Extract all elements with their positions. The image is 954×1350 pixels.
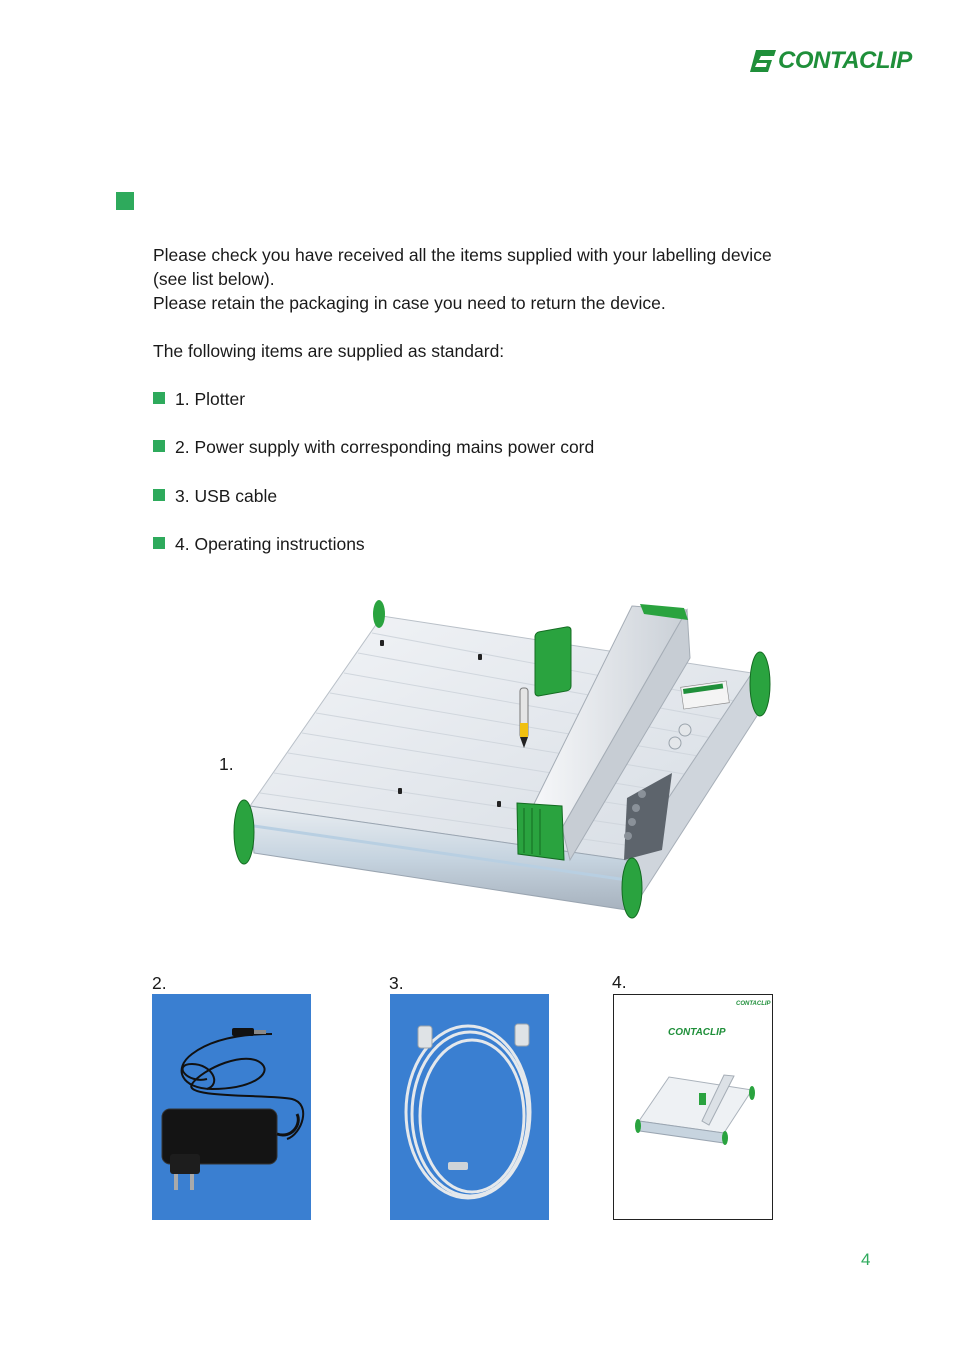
manual-label: 4. xyxy=(612,972,627,992)
list-item-label: 2. Power supply with corresponding mains power cord xyxy=(175,437,595,457)
logo-mark-icon xyxy=(746,46,778,76)
intro-line-2: (see list below). xyxy=(153,269,275,289)
plotter-figure-label: 1. xyxy=(219,754,234,774)
brand-logo xyxy=(746,46,912,76)
plotter-image xyxy=(232,598,777,923)
usb-cable-image xyxy=(390,994,549,1220)
power-supply-graphic xyxy=(152,994,311,1220)
list-item xyxy=(153,532,365,556)
manual-logo: CONTACLIP xyxy=(668,1027,726,1038)
section-bullet xyxy=(116,192,134,210)
list-item-label: 3. USB cable xyxy=(175,486,278,506)
usb-cable-label: 3. xyxy=(389,973,404,993)
list-item xyxy=(153,435,594,459)
manual-image xyxy=(613,994,773,1220)
bullet-square xyxy=(153,440,165,452)
power-supply-label: 2. xyxy=(152,973,167,993)
intro-line-1: Please check you have received all the items supplied with your labelling device xyxy=(153,245,772,265)
list-item xyxy=(153,387,245,411)
manual-plotter-graphic xyxy=(634,1073,759,1148)
power-supply-image xyxy=(152,994,311,1220)
logo-text: CONTACLIP xyxy=(778,47,912,74)
bullet-square xyxy=(153,537,165,549)
bullet-square xyxy=(153,392,165,404)
bullet-square xyxy=(153,489,165,501)
manual-small-logo: CONTACLIP xyxy=(736,1001,771,1007)
list-item xyxy=(153,484,277,508)
page-number: 4 xyxy=(861,1250,871,1269)
list-item-label: 4. Operating instructions xyxy=(175,534,365,554)
intro-line-3: Please retain the packaging in case you need to return the device. xyxy=(153,293,666,313)
usb-cable-graphic xyxy=(390,994,549,1220)
list-item-label: 1. Plotter xyxy=(175,389,246,409)
standard-intro: The following items are supplied as standard: xyxy=(153,341,505,361)
